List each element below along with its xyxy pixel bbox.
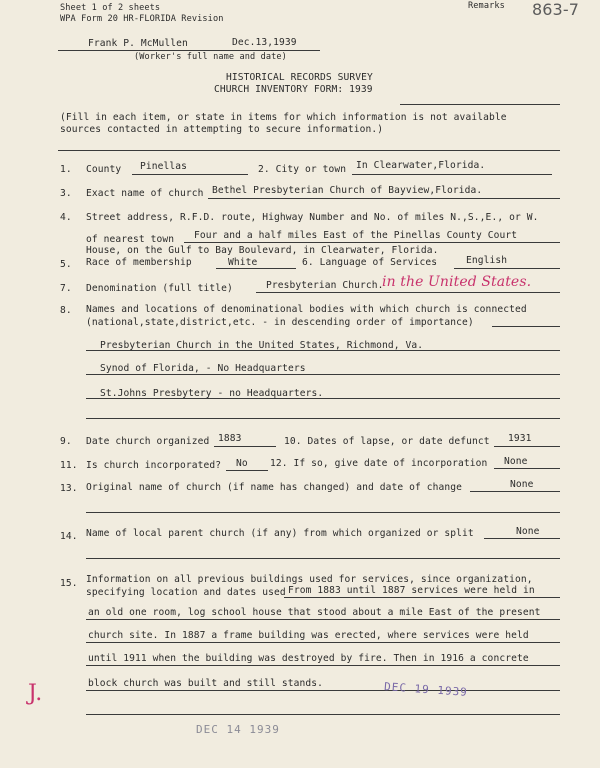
item-13-rule-2 <box>86 512 560 513</box>
item-4-rule <box>184 242 560 243</box>
item-8-rule-1 <box>86 350 560 351</box>
item-15-rule-6 <box>86 714 560 715</box>
item-15-rule-5 <box>86 690 560 691</box>
instructions-line-1: (Fill in each item, or state in items for which information is not available <box>60 112 507 123</box>
instructions-rule-right <box>400 104 560 105</box>
item-4-number: 4. <box>60 212 72 223</box>
item-15-value-1: From 1883 until 1887 services were held in <box>288 585 535 596</box>
item-4-value-1: Four and a half miles East of the Pinellas County Court <box>194 230 518 241</box>
item-8-number: 8. <box>60 305 72 316</box>
item-5-rule <box>216 268 296 269</box>
item-14-label: Name of local parent church (if any) from which organized or split <box>86 528 474 539</box>
item-1-value: Pinellas <box>140 161 188 172</box>
item-4-value-2: House, on the Gulf to Bay Boulevard, in Clearwater, Florida. <box>86 245 439 256</box>
item-3-number: 3. <box>60 188 72 199</box>
item-15-rule-3 <box>86 642 560 643</box>
item-10-rule <box>494 446 560 447</box>
item-11-rule <box>226 470 268 471</box>
item-8-label-1: Names and locations of denominational bodies with which church is connected <box>86 304 527 315</box>
item-13-number: 13. <box>60 483 78 494</box>
item-8-rule-3 <box>86 398 560 399</box>
item-7-number: 7. <box>60 283 72 294</box>
item-10-label: 10. Dates of lapse, or date defunct <box>284 436 490 447</box>
item-5-label: Race of membership <box>86 257 192 268</box>
item-8-value-1: Presbyterian Church in the United States, Richmond, Va. <box>100 340 424 351</box>
item-12-label: 12. If so, give date of incorporation <box>270 458 488 469</box>
item-8-value-3: St.Johns Presbytery - no Headquarters. <box>100 388 324 399</box>
item-8-rule-top <box>492 326 560 327</box>
item-3-value: Bethel Presbyterian Church of Bayview,Florida. <box>212 185 483 196</box>
item-7-rule <box>256 292 560 293</box>
item-15-value-4: until 1911 when the building was destroyed by fire. Then in 1916 a concrete <box>88 653 529 664</box>
received-stamp: DEC 19 1939 <box>383 680 469 699</box>
item-7-label: Denomination (full title) <box>86 283 233 294</box>
item-11-value: No <box>236 458 248 469</box>
reference-number: 863-7 <box>532 0 579 19</box>
item-13-rule <box>470 491 560 492</box>
item-8-rule-4 <box>86 418 560 419</box>
form-title: CHURCH INVENTORY FORM: 1939 <box>214 84 373 95</box>
item-2-rule <box>352 174 552 175</box>
item-12-rule <box>494 468 560 469</box>
date-stamp: DEC 14 1939 <box>196 723 280 736</box>
item-14-number: 14. <box>60 531 78 542</box>
item-10-value: 1931 <box>508 433 532 444</box>
item-9-number: 9. <box>60 436 72 447</box>
item-7-value: Presbyterian Church. <box>266 280 384 291</box>
remarks-label: Remarks <box>468 1 505 11</box>
item-5-value: White <box>228 257 258 268</box>
item-6-rule <box>454 268 560 269</box>
item-11-number: 11. <box>60 460 78 471</box>
item-1-label: County <box>86 164 122 175</box>
item-15-rule-4 <box>86 665 560 666</box>
item-2-value: In Clearwater,Florida. <box>356 160 486 171</box>
item-9-label: Date church organized <box>86 436 210 447</box>
item-15-value-5: block church was built and still stands. <box>88 678 324 689</box>
item-3-rule <box>208 198 560 199</box>
item-12-value: None <box>504 456 528 467</box>
item-15-value-2: an old one room, log school house that stood about a mile East of the present <box>88 607 541 618</box>
item-6-value: English <box>466 255 508 266</box>
item-14-value: None <box>516 526 540 537</box>
item-4-label-2: of nearest town <box>86 234 175 245</box>
item-9-rule <box>214 446 276 447</box>
item-6-label: 6. Language of Services <box>302 257 438 268</box>
survey-title: HISTORICAL RECORDS SURVEY <box>226 72 373 83</box>
item-5-number: 5. <box>60 259 72 270</box>
item-1-number: 1. <box>60 164 72 175</box>
instructions-rule <box>58 150 560 151</box>
worker-name: Frank P. McMullen <box>88 38 188 49</box>
item-13-label: Original name of church (if name has changed) and date of change <box>86 482 463 493</box>
item-15-rule-1 <box>284 597 560 598</box>
item-11-label: Is church incorporated? <box>86 460 222 471</box>
worker-caption: (Worker's full name and date) <box>134 52 287 62</box>
item-14-rule-2 <box>86 558 560 559</box>
item-13-value: None <box>510 479 534 490</box>
item-15-rule-2 <box>86 619 560 620</box>
item-8-rule-2 <box>86 374 560 375</box>
item-15-label-1: Information on all previous buildings used for services, since organization, <box>86 574 533 585</box>
item-7-handwritten: in the United States. <box>382 274 532 290</box>
worker-date: Dec.13,1939 <box>232 37 297 48</box>
item-3-label: Exact name of church <box>86 188 204 199</box>
item-15-label-2: specifying location and dates used <box>86 587 286 598</box>
item-14-rule <box>484 538 560 539</box>
item-1-rule <box>132 174 248 175</box>
sheet-count: Sheet 1 of 2 sheets <box>60 3 161 13</box>
item-4-label: Street address, R.F.D. route, Highway Number and No. of miles N.,S.,E., or W. <box>86 212 539 223</box>
form-id: WPA Form 20 HR-FLORIDA Revision <box>60 14 224 24</box>
item-2-label: 2. City or town <box>258 164 347 175</box>
item-9-value: 1883 <box>218 433 242 444</box>
item-8-label-2: (national,state,district,etc. - in descending order of importance) <box>86 317 474 328</box>
instructions-line-2: sources contacted in attempting to secure information.) <box>60 124 384 135</box>
reviewer-initial: J. <box>28 681 43 706</box>
item-15-value-3: church site. In 1887 a frame building was erected, where services were held <box>88 630 529 641</box>
item-15-number: 15. <box>60 578 78 589</box>
item-8-value-2: Synod of Florida, - No Headquarters <box>100 363 306 374</box>
